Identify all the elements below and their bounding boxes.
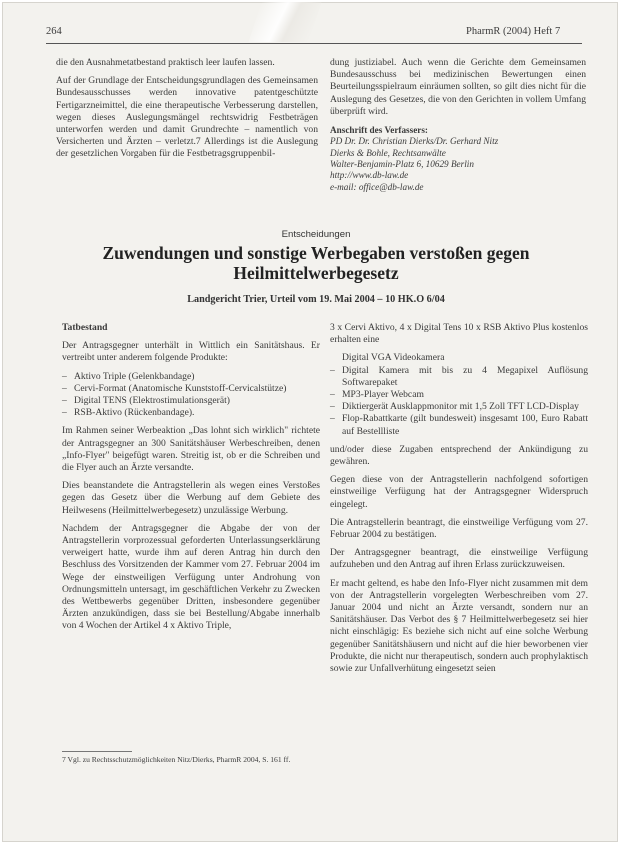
paragraph: Gegen diese von der Antragstellerin nachfolgend sofortigen einstweilige Verfügung hat der Antragsgegner Widerspruch eingelegt. — [330, 474, 588, 510]
author-line: Walter-Benjamin-Platz 6, 10629 Berlin — [330, 159, 474, 170]
journal-header: PharmR (2004) Heft 7 — [466, 26, 561, 37]
page-number: 264 — [46, 26, 62, 37]
author-line: PD Dr. Dr. Christian Dierks/Dr. Gerhard Nitz — [330, 136, 499, 147]
paragraph: Im Rahmen seiner Werbeaktion „Das lohnt sich wirklich" richtete der Antragsgegner an 300 Sanitätshäuser Werbeschreiben, denen „Info-Flyer" beigefügt waren. Streitig ist, ob er die Schreiben und die Flyer auch an Ärzte versandte. — [62, 425, 320, 474]
list-item: – Cervi-Format (Anatomische Kunststoff-Cervicalstütze) — [62, 383, 320, 395]
top-left-column — [56, 57, 318, 167]
article-title: Zuwendungen und sonstige Werbegaben verstoßen gegen Heilmittelwerbegesetz — [102, 243, 530, 283]
author-address — [330, 136, 586, 193]
list-item: Digital VGA Videokamera — [342, 352, 445, 364]
section-label: Entscheidungen — [281, 229, 351, 240]
author-address-label: Anschrift des Verfassers: — [330, 125, 428, 136]
author-line: Dierks & Bohle, Rechtsanwälte — [330, 147, 446, 158]
paragraph: Die Antragstellerin beantragt, die einstweilige Verfügung vom 27. Februar 2004 zu bestätigen. — [330, 516, 588, 541]
paragraph: 3 x Cervi Aktivo, 4 x Digital Tens 10 x RSB Aktivo Plus kostenlos erhalten eine — [330, 322, 588, 346]
list-item: – Diktiergerät Ausklappmonitor mit 1,5 Zoll TFT LCD-Display — [330, 401, 588, 413]
list-item: – RSB-Aktivo (Rückenbandage). — [62, 407, 320, 419]
bottom-left-column — [62, 322, 320, 639]
paragraph: Nachdem der Antragsgegner die Abgabe der von der Antragstellerin vorprozessual geforderten Unterlassungserklärung verweigert hatte, wurde ihm auf deren Antrag hin durch den Beschluss des Vorsitzenden der Kammer vom 27. Februar 2004 im Wege der einstweiligen Verfügung unter Androhung von Ordnungsmitteln untersagt, im geschäftlichen Verkehr zu Zwecken des Wettbewerbs gegenüber Dritten, insbesondere gegenüber Ärzten anzukündigen, dass sie bei Bestellung/Abgabe innerhalb von 4 Wochen der Artikel 4 x Aktivo Triple, — [62, 522, 320, 632]
list-item: – MP3-Player Webcam — [330, 389, 588, 401]
author-email: e-mail: office@db-law.de — [330, 181, 424, 192]
bonus-list — [330, 352, 588, 437]
paragraph: Er macht geltend, es habe den Info-Flyer nicht zusammen mit dem von der Antragstellerin vorgelegten Werbeschreiben vom 27. Januar 2004 und nicht an Ärzte versandt, sondern nur an Sanitätshäuser. Das Verbot des § 7 Heilmittelwerbegesetz sei hier nicht einschlägig: Es beziehe sich nicht auf eine solche Werbung gegenüber Sanitätshäusern und nicht auf die hier beworbenen vier Produkte, die nicht nur therapeutisch, sondern auch prophylaktisch sowie zur Unfallverhütung eingesetzt seien — [330, 577, 588, 675]
paragraph: und/oder diese Zugaben entsprechend der Ankündigung zu gewähren. — [330, 443, 588, 468]
footnote: 7 Vgl. zu Rechtsschutzmöglichkeiten Nitz/Dierks, PharmR 2004, S. 161 ff. — [62, 755, 291, 764]
paragraph: dung justiziabel. Auch wenn die Gerichte dem Gemeinsamen Bundesausschuss bei medizinischen Bewertungen einen Beurteilungsspielraum einräumen sollten, so gilt dies nicht für die Auslegung des Gesetzes, die von den Gerichten in vollem Umfang überprüft wird. — [330, 57, 586, 117]
top-right-column — [330, 57, 586, 193]
author-website: http://www.db-law.de — [330, 170, 409, 181]
list-item: – Digital TENS (Elektrostimulationsgerät) — [62, 395, 320, 407]
paragraph: Der Antragsgegner beantragt, die einstweilige Verfügung aufzuheben und den Antrag auf ihren Erlass zurückzuweisen. — [330, 547, 588, 571]
section-heading: Tatbestand — [62, 322, 108, 333]
paragraph: die den Ausnahmetatbestand praktisch leer laufen lassen. — [56, 57, 275, 68]
paragraph: Dies beanstandete die Antragstellerin als wegen eines Verstoßes gegen das Gesetz über die Werbung auf dem Gebiete des Heilwesens (Heilmittelwerbegesetz) unzulässige Werbung. — [62, 480, 320, 516]
header-rule — [46, 43, 582, 44]
list-item: – Flop-Rabattkarte (gilt bundesweit) insgesamt 100, Euro Rabatt auf Bestellliste — [330, 413, 588, 437]
paragraph: Der Antragsgegner unterhält in Wittlich ein Sanitätshaus. Er vertreibt unter anderem folgende Produkte: — [62, 340, 320, 364]
bottom-right-column — [330, 322, 588, 681]
court-citation: Landgericht Trier, Urteil vom 19. Mai 2004 – 10 HK.O 6/04 — [187, 294, 445, 305]
product-list — [62, 371, 320, 420]
list-item: – Digital Kamera mit bis zu 4 Megapixel Auflösung Softwarepaket — [330, 365, 588, 389]
paragraph: Auf der Grundlage der Entscheidungsgrundlagen des Gemeinsamen Bundesausschusses werden innovative patentgeschützte Fertigarzneimittel, die eine therapeutische Verbesserung darstellen, wegen dieses Auslegungsmängel rechtswidrig Festbeträgen unterworfen werden und damit Grundrechte – namentlich von Versicherten und Ärzten – verletzt.7 Allerdings ist die Auslegung der gesetzlichen Vorgaben für die Festbetragsgruppenbil- — [56, 75, 318, 160]
list-item: – Aktivo Triple (Gelenkbandage) — [62, 371, 320, 383]
footnote-rule — [62, 751, 132, 752]
